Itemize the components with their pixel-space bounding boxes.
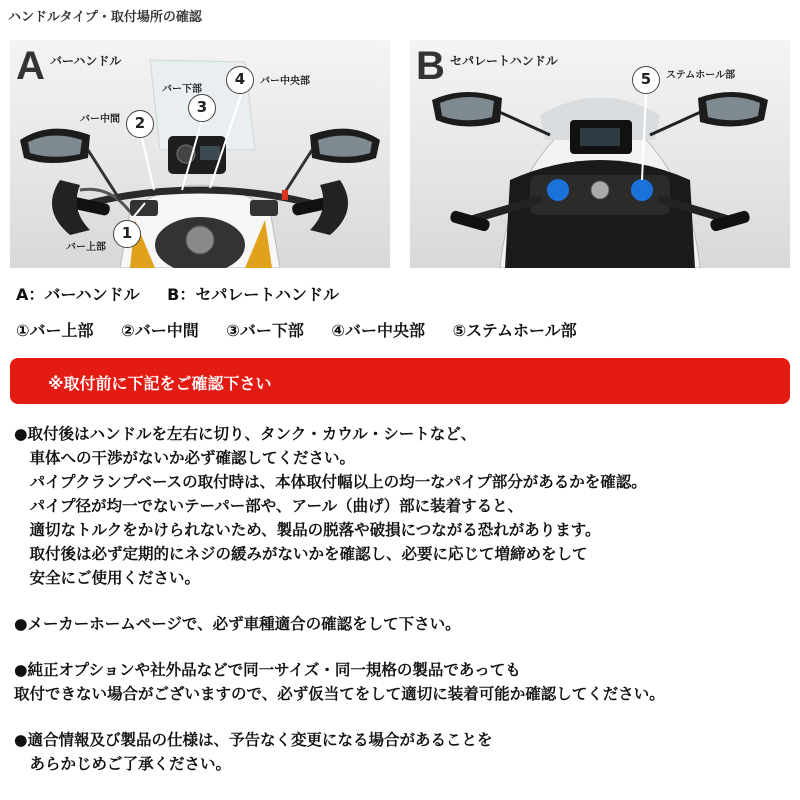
note-line: ●適合情報及び製品の仕様は、予告なく変更になる場合があることを [14,731,493,749]
note-line: パイプ径が均一でないテーパー部や、アール（曲げ）部に装着すると、 [14,497,524,515]
bar-handle-photo [10,40,390,268]
callout-1-label: バー上部 [66,242,106,253]
callout-3: 3 [188,94,216,122]
callout-4: 4 [226,66,254,94]
note-line: 取付後は必ず定期的にネジの緩みがないかを確認し、必要に応じて増締めをして [14,545,588,563]
legend-type-b: B：セパレートハンドル [167,285,340,304]
legend-type-a: A：バーハンドル [16,285,140,304]
note-line: ●純正オプションや社外品などで同一サイズ・同一規格の製品であっても [14,661,521,679]
legend-position-4: ④バー中央部 [331,321,425,340]
note-line: あらかじめご了承ください。 [14,755,232,773]
callout-2-label: バー中間 [80,114,120,125]
position-legend [16,318,599,341]
handle-type-legend [16,282,361,305]
photo-a-title: バーハンドル [50,54,122,68]
callout-5-label: ステムホール部 [666,70,736,81]
note-line: 安全にご使用ください。 [14,569,201,587]
photo-b-letter: B [416,44,445,88]
bar-handle-illustration [10,40,390,268]
photo-a-letter: A [16,44,45,88]
callout-4-label: バー中央部 [260,76,310,87]
note-line: ●取付後はハンドルを左右に切り、タンク・カウル・シートなど、 [14,425,477,443]
note-line: ●メーカーホームページで、必ず車種適合の確認をして下さい。 [14,615,461,633]
photo-b-title: セパレートハンドル [450,54,558,68]
note-line: 取付できない場合がございますので、必ず仮当てをして適切に装着可能か確認してください。 [14,685,665,703]
warning-banner [10,358,790,404]
callout-2: 2 [126,110,154,138]
page-title: ハンドルタイプ・取付場所の確認 [8,10,202,25]
legend-position-1: ①バー上部 [16,321,94,340]
legend-position-3: ③バー下部 [226,321,304,340]
note-line: パイプクランプベースの取付時は、本体取付幅以上の均一なパイプ部分があるかを確認。 [14,473,647,491]
callout-5: 5 [632,66,660,94]
warning-banner-text: ※取付前に下記をご確認下さい [48,374,272,393]
legend-position-5: ⑤ステムホール部 [452,321,577,340]
legend-position-2: ②バー中間 [121,321,199,340]
callout-1: 1 [113,220,141,248]
note-line: 適切なトルクをかけられないため、製品の脱落や破損につながる恐れがあります。 [14,521,601,539]
separate-handle-photo [410,40,790,268]
note-line: 車体への干渉がないか必ず確認してください。 [14,449,356,467]
callout-3-label: バー下部 [162,84,202,95]
